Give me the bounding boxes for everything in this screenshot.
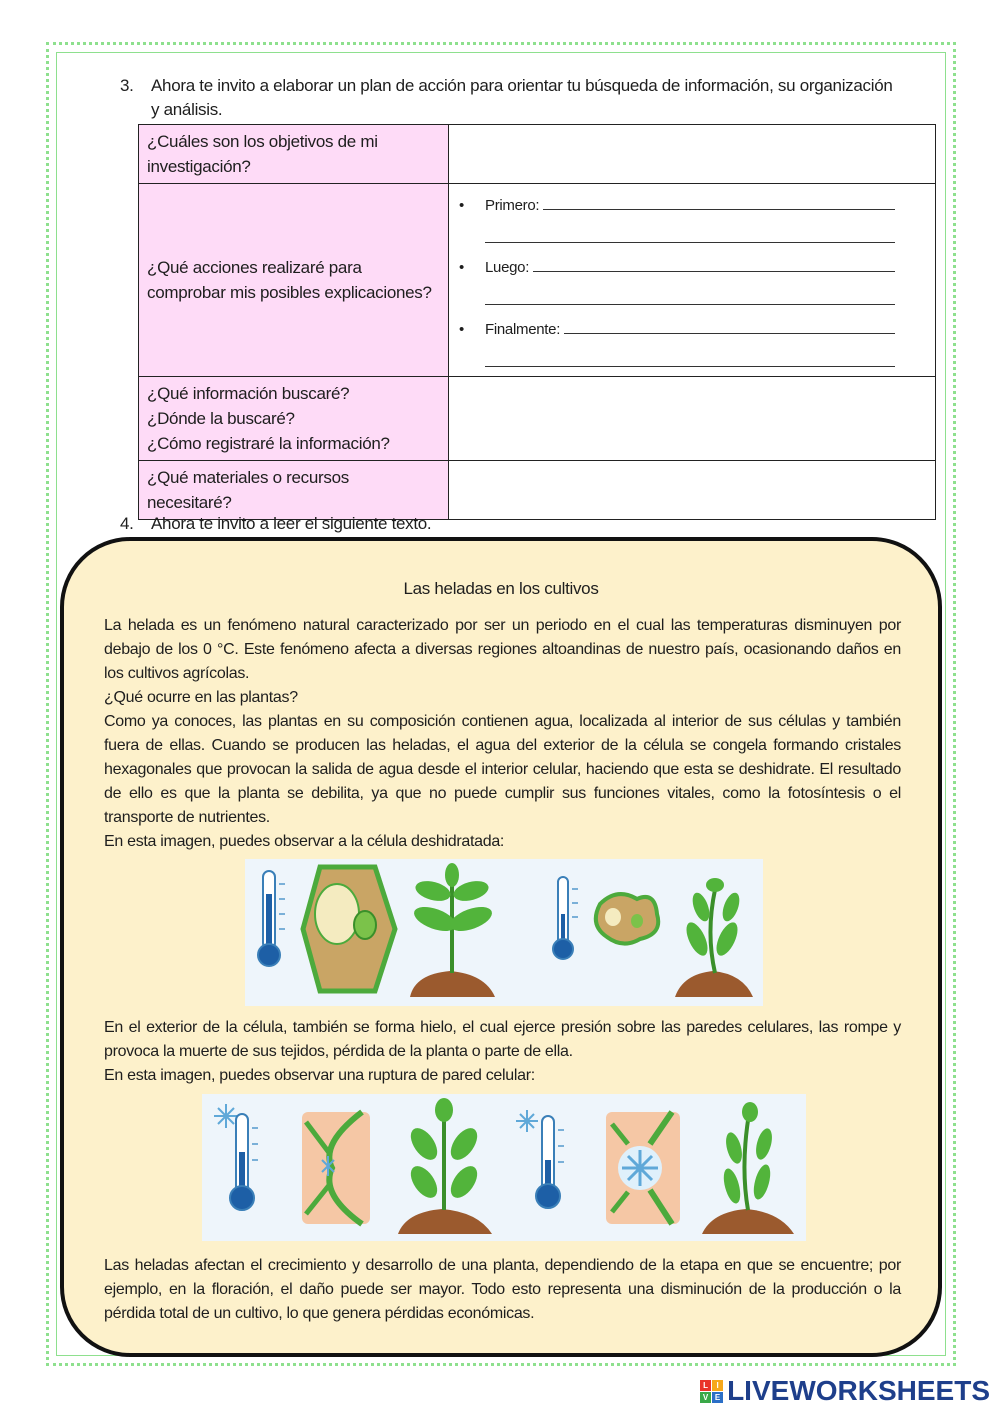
wilted-plant-icon: [675, 878, 753, 997]
reading-paragraph-3: En el exterior de la célula, también se forma hielo, el cual ejerce presión sobre las paredes celulares, las rompe y provoca la muerte de sus tejidos, pérdida de la planta o parte de ella.: [104, 1019, 901, 1060]
bullet-label-first: Primero:: [485, 197, 540, 214]
table-row: [139, 377, 936, 461]
answer-line[interactable]: [485, 344, 895, 367]
list-item: [457, 317, 895, 367]
answer-line[interactable]: [543, 193, 895, 210]
section-3-number: 3.: [120, 76, 134, 95]
liveworksheets-logo-icon: L I V E: [700, 1380, 723, 1403]
reading-title: Las heladas en los cultivos: [403, 579, 599, 598]
section-3-text-line2: y análisis.: [151, 100, 223, 119]
question-line: necesitaré?: [147, 493, 232, 512]
question-line: ¿Cuáles son los objetivos de mi: [147, 132, 378, 151]
section-4-instruction: [120, 512, 431, 536]
question-cell: [139, 377, 449, 461]
snowflake-icon: [214, 1104, 238, 1128]
section-3-instruction: [120, 74, 920, 122]
question-cell: [139, 125, 449, 184]
section-4-text: Ahora te invito a leer el siguiente texto.: [151, 514, 432, 533]
answer-cell-actions: [449, 184, 936, 377]
answer-line[interactable]: [564, 317, 895, 334]
answer-line[interactable]: [533, 255, 895, 272]
snowflake-icon: [516, 1110, 538, 1132]
damaged-plant-icon: [702, 1102, 794, 1234]
list-item: [457, 255, 895, 305]
cell-wall-icon: [302, 1112, 370, 1224]
liveworksheets-brand[interactable]: [700, 1375, 990, 1407]
table-row: [139, 125, 936, 184]
reading-subheading: ¿Qué ocurre en las plantas?: [104, 689, 298, 706]
thermometer-icon: [536, 1116, 564, 1208]
ruptured-cell-wall-icon: [606, 1112, 680, 1224]
bullet-icon: •: [459, 259, 464, 276]
cell-wall-rupture-illustration: [202, 1094, 806, 1241]
question-line: ¿Cómo registraré la información?: [147, 434, 390, 453]
reading-box: [60, 537, 942, 1357]
table-row: [139, 184, 936, 377]
thermometer-icon: [258, 871, 285, 966]
question-line: ¿Qué información buscaré?: [147, 384, 350, 403]
list-item: [457, 193, 895, 243]
question-line: comprobar mis posibles explicaciones?: [147, 283, 432, 302]
reading-paragraph-4: Las heladas afectan el crecimiento y desarrollo de una planta, dependiendo de la etapa en que se encuentre; por ejemplo, en la floración, el daño puede ser mayor. Todo esto representa una disminución de la producción o la pérdida total de un cultivo, lo que genera pérdidas económicas.: [104, 1257, 901, 1322]
section-3-text-line1: Ahora te invito a elaborar un plan de acción para orientar tu búsqueda de información, su organización: [151, 76, 893, 95]
answer-line[interactable]: [485, 282, 895, 305]
bullet-label-then: Luego:: [485, 259, 530, 276]
question-line: ¿Qué acciones realizaré para: [147, 258, 362, 277]
question-cell: [139, 184, 449, 377]
table-row: [139, 461, 936, 520]
action-plan-table: [138, 124, 936, 520]
actions-bullet-list: [457, 193, 895, 367]
reading-caption-2: En esta imagen, puedes observar una ruptura de pared celular:: [104, 1067, 535, 1084]
reading-paragraph-1: La helada es un fenómeno natural caracterizado por ser un periodo en el cual las temperaturas disminuyen por debajo de los 0 °C. Este fenómeno afecta a diversas regiones altoandinas de nuestro país, ocasionando daños en los cultivos agrícolas.: [104, 617, 901, 682]
question-cell: [139, 461, 449, 520]
reading-caption-1: En esta imagen, puedes observar a la célula deshidratada:: [104, 833, 505, 850]
dehydrated-cell-illustration: [245, 859, 763, 1006]
bullet-icon: •: [459, 197, 464, 214]
bullet-icon: •: [459, 321, 464, 338]
dehydrated-cell-icon: [596, 894, 658, 944]
question-line: investigación?: [147, 157, 251, 176]
answer-cell-materials[interactable]: [449, 461, 936, 520]
answer-line[interactable]: [485, 220, 895, 243]
plant-icon: [410, 863, 495, 997]
thermometer-icon: [230, 1114, 258, 1210]
brand-name: LIVEWORKSHEETS: [727, 1375, 990, 1406]
section-4-number: 4.: [120, 514, 134, 533]
question-line: ¿Qué materiales o recursos: [147, 468, 349, 487]
question-line: ¿Dónde la buscaré?: [147, 409, 295, 428]
cell-icon: [303, 867, 395, 991]
answer-cell-information[interactable]: [449, 377, 936, 461]
reading-paragraph-2: Como ya conoces, las plantas en su composición contienen agua, localizada al interior de sus células y también fuera de ellas. Cuando se producen las heladas, el agua del exterior de la célula se congela formando cristales hexagonales que provocan la salida de agua desde el interior celular, haciendo que esta se deshidrate. El resultado de ello es que la planta se debilita, ya que no puede cumplir sus funciones vitales, como la fotosíntesis o el transporte de nutrientes.: [104, 713, 901, 826]
thermometer-icon: [553, 877, 578, 959]
answer-cell-objectives[interactable]: [449, 125, 936, 184]
bullet-label-finally: Finalmente:: [485, 321, 561, 338]
plant-icon: [398, 1098, 492, 1234]
